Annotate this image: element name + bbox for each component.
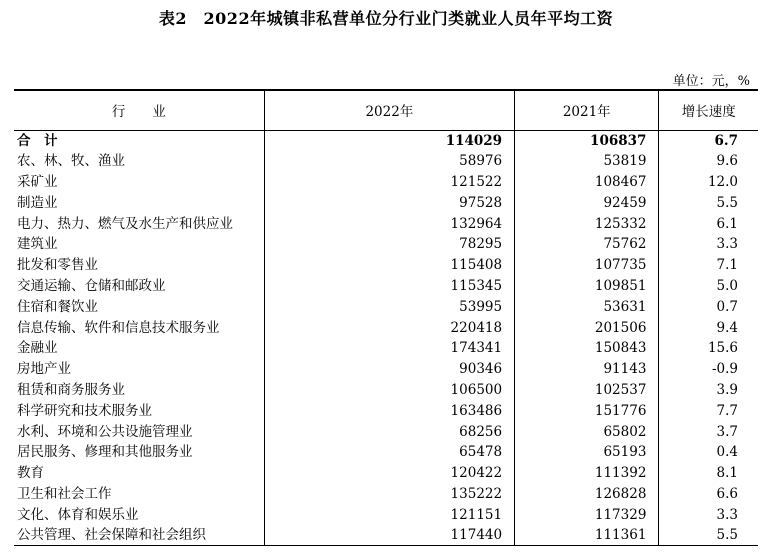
- growth-cell: 6.6: [659, 484, 758, 505]
- table-row: [14, 192, 758, 213]
- value-2022-cell: 121151: [264, 504, 514, 525]
- value-2021-cell: 125332: [515, 213, 659, 234]
- value-2022-cell: 68256: [264, 421, 514, 442]
- industry-cell: 科学研究和技术服务业: [17, 402, 152, 419]
- value-2021-cell: 201506: [515, 317, 659, 338]
- value-2022-cell: 90346: [264, 359, 514, 380]
- table-row: [14, 172, 758, 193]
- table-row: [14, 442, 758, 463]
- industry-cell: 文化、体育和娱乐业: [17, 506, 139, 523]
- header-industry: 行 业: [14, 90, 264, 130]
- industry-cell: 教育: [17, 465, 44, 482]
- industry-cell: 建筑业: [17, 236, 58, 253]
- value-2022-cell: 97528: [264, 192, 514, 213]
- growth-cell: 7.7: [659, 400, 758, 421]
- growth-cell: 9.6: [659, 151, 758, 172]
- table-row: [14, 484, 758, 505]
- industry-cell: 水利、环境和公共设施管理业: [17, 423, 193, 440]
- table-row: [14, 213, 758, 234]
- value-2021-cell: 150843: [515, 338, 659, 359]
- value-2021-cell: 117329: [515, 504, 659, 525]
- value-2021-cell: 65193: [515, 442, 659, 463]
- value-2022-cell: 220418: [264, 317, 514, 338]
- industry-cell: 采矿业: [17, 173, 58, 190]
- wage-table: [14, 89, 758, 546]
- value-2021-cell: 107735: [515, 255, 659, 276]
- growth-cell: 12.0: [659, 172, 758, 193]
- table-row: [14, 276, 758, 297]
- industry-cell: 居民服务、修理和其他服务业: [17, 444, 193, 461]
- table-row: [14, 525, 758, 546]
- growth-cell: 3.7: [659, 421, 758, 442]
- table-row: [14, 151, 758, 172]
- growth-cell: 3.3: [659, 234, 758, 255]
- value-2022-cell: 106500: [264, 380, 514, 401]
- value-2021-cell: 106837: [515, 130, 659, 151]
- value-2021-cell: 53631: [515, 296, 659, 317]
- table-row: [14, 504, 758, 525]
- table-row: [14, 463, 758, 484]
- value-2022-cell: 65478: [264, 442, 514, 463]
- value-2022-cell: 115408: [264, 255, 514, 276]
- value-2022-cell: 58976: [264, 151, 514, 172]
- value-2022-cell: 132964: [264, 213, 514, 234]
- total-row: [14, 130, 758, 151]
- value-2021-cell: 111392: [515, 463, 659, 484]
- growth-cell: 5.0: [659, 276, 758, 297]
- value-2022-cell: 135222: [264, 484, 514, 505]
- industry-cell: 合 计: [17, 132, 58, 149]
- growth-cell: 8.1: [659, 463, 758, 484]
- table-row: [14, 380, 758, 401]
- value-2021-cell: 126828: [515, 484, 659, 505]
- table-row: [14, 296, 758, 317]
- value-2022-cell: 78295: [264, 234, 514, 255]
- industry-cell: 信息传输、软件和信息技术服务业: [17, 319, 220, 336]
- growth-cell: 0.7: [659, 296, 758, 317]
- value-2022-cell: 120422: [264, 463, 514, 484]
- value-2022-cell: 121522: [264, 172, 514, 193]
- value-2022-cell: 174341: [264, 338, 514, 359]
- table-row: [14, 421, 758, 442]
- table-row: [14, 338, 758, 359]
- value-2021-cell: 53819: [515, 151, 659, 172]
- growth-cell: 3.3: [659, 504, 758, 525]
- growth-cell: 5.5: [659, 192, 758, 213]
- industry-cell: 租赁和商务服务业: [17, 381, 125, 398]
- value-2022-cell: 114029: [264, 130, 514, 151]
- header-row: [14, 90, 758, 130]
- table-title: 表2 2022年城镇非私营单位分行业门类就业人员年平均工资: [158, 9, 614, 28]
- industry-cell: 房地产业: [17, 361, 71, 378]
- growth-cell: -0.9: [659, 359, 758, 380]
- growth-cell: 6.1: [659, 213, 758, 234]
- value-2022-cell: 163486: [264, 400, 514, 421]
- growth-cell: 5.5: [659, 525, 758, 546]
- value-2022-cell: 115345: [264, 276, 514, 297]
- growth-cell: 0.4: [659, 442, 758, 463]
- industry-cell: 住宿和餐饮业: [17, 298, 98, 315]
- industry-cell: 卫生和社会工作: [17, 485, 112, 502]
- industry-cell: 金融业: [17, 340, 58, 357]
- value-2022-cell: 117440: [264, 525, 514, 546]
- value-2021-cell: 65802: [515, 421, 659, 442]
- value-2021-cell: 108467: [515, 172, 659, 193]
- table-row: [14, 359, 758, 380]
- table-row: [14, 255, 758, 276]
- industry-cell: 公共管理、社会保障和社会组织: [14, 525, 264, 546]
- value-2021-cell: 92459: [515, 192, 659, 213]
- growth-cell: 3.9: [659, 380, 758, 401]
- value-2021-cell: 102537: [515, 380, 659, 401]
- value-2021-cell: 111361: [515, 525, 659, 546]
- growth-cell: 6.7: [659, 130, 758, 151]
- header-growth: 增长速度: [659, 90, 758, 130]
- industry-cell: 交通运输、仓储和邮政业: [17, 277, 166, 294]
- table-body: [14, 130, 758, 546]
- growth-cell: 9.4: [659, 317, 758, 338]
- industry-cell: 农、林、牧、渔业: [17, 153, 125, 170]
- industry-cell: 批发和零售业: [17, 257, 98, 274]
- header-2022: 2022年: [264, 90, 514, 130]
- industry-cell: 电力、热力、燃气及水生产和供应业: [17, 215, 233, 232]
- growth-cell: 15.6: [659, 338, 758, 359]
- value-2021-cell: 151776: [515, 400, 659, 421]
- table-row: [14, 317, 758, 338]
- table-row: [14, 234, 758, 255]
- value-2022-cell: 53995: [264, 296, 514, 317]
- value-2021-cell: 109851: [515, 276, 659, 297]
- value-2021-cell: 91143: [515, 359, 659, 380]
- growth-cell: 7.1: [659, 255, 758, 276]
- table-row: [14, 400, 758, 421]
- header-2021: 2021年: [515, 90, 659, 130]
- value-2021-cell: 75762: [515, 234, 659, 255]
- industry-cell: 制造业: [17, 194, 58, 211]
- unit-label: 单位：元，%: [672, 74, 750, 89]
